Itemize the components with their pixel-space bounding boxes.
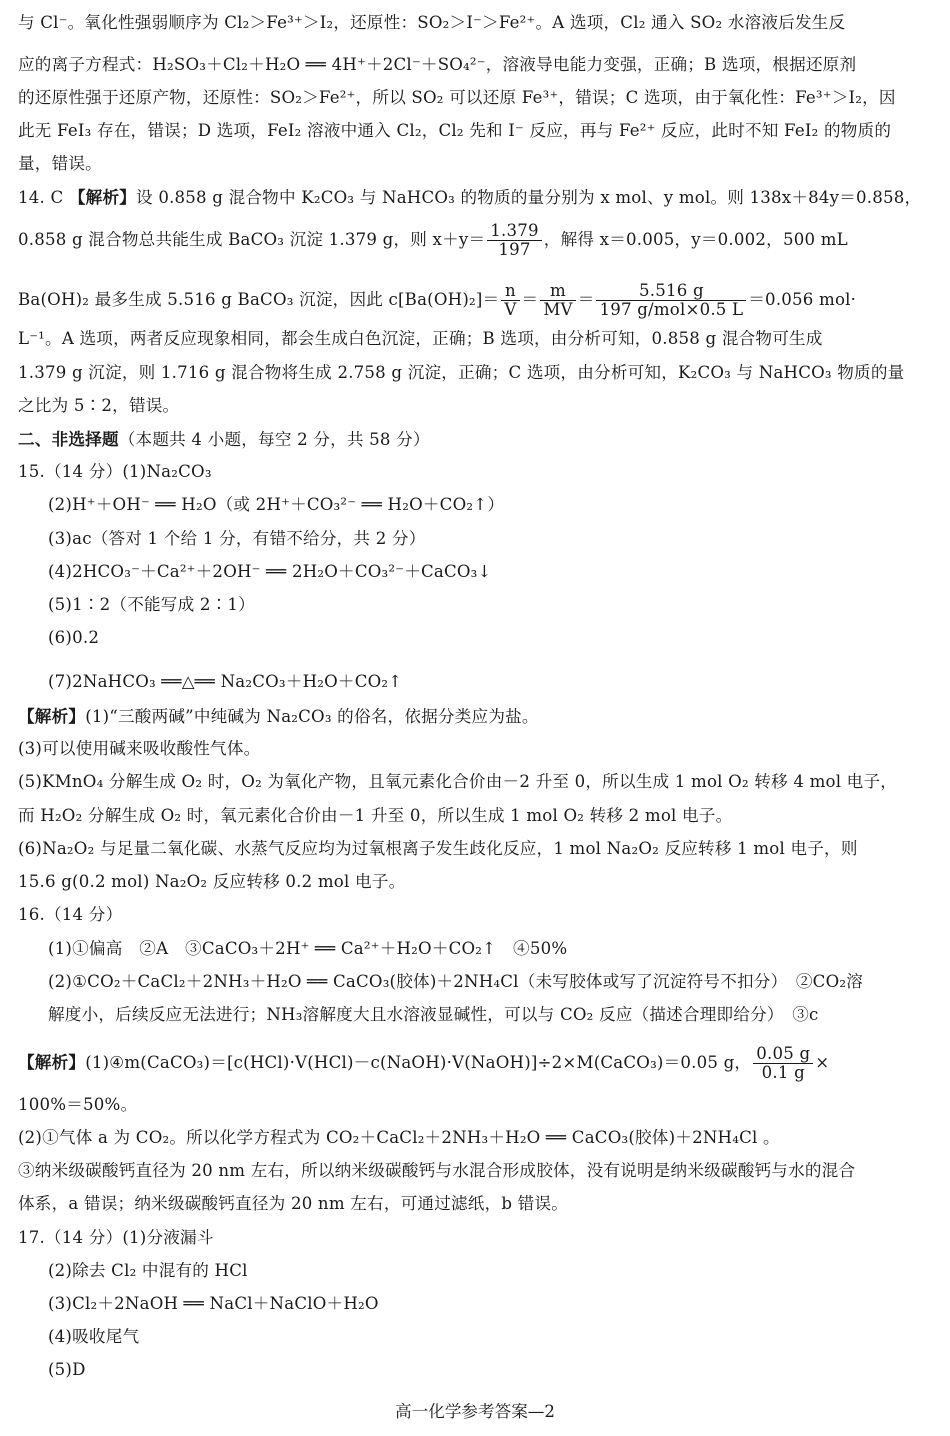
text-line: 应的离子方程式：H₂SO₃＋Cl₂＋H₂O ══ 4H⁺＋2Cl⁻＋SO₄²⁻，溶液导电能力变强，正确；B 选项，根据还原剂 — [18, 55, 857, 74]
text-line: 与 Cl⁻。氧化性强弱顺序为 Cl₂＞Fe³⁺＞I₂，还原性：SO₂＞I⁻＞Fe²⁺。A 选项，Cl₂ 通入 SO₂ 水溶液后发生反 — [18, 13, 846, 32]
text-line: 此无 FeI₃ 存在，错误；D 选项，FeI₂ 溶液中通入 Cl₂，Cl₂ 先和 I⁻ 反应，再与 Fe²⁺ 反应，此时不知 FeI₂ 的物质的 — [18, 121, 892, 140]
text-line: (5)1∶2（不能写成 2∶1） — [48, 595, 255, 614]
section-description: （本题共 4 小题，每空 2 分，共 58 分） — [118, 430, 430, 449]
text-line: 15.（14 分）(1)Na₂CO₃ — [18, 462, 212, 481]
text-line: (2)①CO₂＋CaCl₂＋2NH₃＋H₂O ══ CaCO₃(胶体)＋2NH₄Cl（未写胶体或写了沉淀符号不扣分） ②CO₂溶 — [48, 972, 864, 991]
fraction-denominator: 0.1 g — [761, 1063, 805, 1082]
text-span: × — [815, 1053, 830, 1072]
q14-line-2 — [18, 222, 934, 259]
text-span: 0.858 g 混合物总共能生成 BaCO₃ 沉淀 1.379 g，则 x＋y＝ — [18, 230, 486, 249]
fraction-denominator: V — [504, 300, 517, 319]
text-line: (6)0.2 — [48, 628, 100, 647]
analysis-tag: 【解析】 — [18, 1052, 86, 1072]
text-line: 而 H₂O₂ 分解生成 O₂ 时，氧元素化合价由－1 升至 0，所以生成 1 mol O₂ 转移 2 mol 电子。 — [18, 806, 733, 825]
text-line: (5)KMnO₄ 分解生成 O₂ 时，O₂ 为氧化产物，且氧元素化合价由－2 升至 0，所以生成 1 mol O₂ 转移 4 mol 电子， — [18, 772, 898, 791]
text-line: (1)①偏高 ②A ③CaCO₃＋2H⁺ ══ Ca²⁺＋H₂O＋CO₂↑ ④50% — [48, 939, 568, 958]
text-span: Ba(OH)₂ 最多生成 5.516 g BaCO₃ 沉淀，因此 c[Ba(OH)₂]＝ — [18, 290, 500, 309]
fraction-numerator: 5.516 g — [596, 282, 746, 301]
fraction-numerator: 1.379 — [487, 222, 542, 241]
text-line: (3)ac（答对 1 个给 1 分，有错不给分，共 2 分） — [48, 529, 426, 548]
fraction — [596, 282, 746, 319]
fraction-numerator: n — [501, 282, 519, 301]
q14-line-3: Ba(OH)₂ 最多生成 5.516 g BaCO₃ 沉淀，因此 c[Ba(OH)₂]＝ $\frac{n}{V}$ ＝ $\frac{m}{MV}$ ＝ $\frac{5.516 g}{\text{197 g/mol×0.5 L}}$ ＝0.056 mol· — [18, 281, 857, 319]
text-line: (3)可以使用碱来吸收酸性气体。 — [18, 739, 261, 758]
text-span: ＝0.056 mol· — [748, 290, 857, 309]
text-line: (4)吸收尾气 — [48, 1327, 140, 1346]
section-heading — [18, 428, 934, 451]
text-line: (2)除去 Cl₂ 中混有的 HCl — [48, 1261, 248, 1280]
text-span: 设 0.858 g 混合物中 K₂CO₃ 与 NaHCO₃ 的物质的量分别为 x mol、y mol。则 138x＋84y＝0.858， — [136, 188, 922, 207]
text-line: (2)①气体 a 为 CO₂。所以化学方程式为 CO₂＋CaCl₂＋2NH₃＋H₂O ══ CaCO₃(胶体)＋2NH₄Cl 。 — [18, 1128, 780, 1147]
text-line: 1.379 g 沉淀，则 1.716 g 混合物将生成 2.758 g 沉淀，正确；C 选项，由分析可知，K₂CO₃ 与 NaHCO₃ 物质的量 — [18, 363, 905, 382]
text-line: (2)H⁺＋OH⁻ ══ H₂O（或 2H⁺＋CO₃²⁻ ══ H₂O＋CO₂↑） — [48, 495, 505, 514]
text-line: ③纳米级碳酸钙直径为 20 nm 左右，所以纳米级碳酸钙与水混合形成胶体，没有说明是纳米级碳酸钙与水的混合 — [18, 1161, 856, 1180]
text-line: 的还原性强于还原产物，还原性：SO₂＞Fe²⁺，所以 SO₂ 可以还原 Fe³⁺，错误；C 选项，由于氧化性：Fe³⁺＞I₂，因 — [18, 88, 896, 107]
question-number: 14. C — [18, 188, 64, 207]
text-line: 之比为 5∶2，错误。 — [18, 396, 180, 415]
fraction-denominator: 197 g/mol×0.5 L — [599, 300, 744, 319]
fraction — [487, 222, 542, 259]
text-line: (5)D — [48, 1360, 86, 1379]
text-line: L⁻¹。A 选项，两者反应现象相同，都会生成白色沉淀，正确；B 选项，由分析可知，0.858 g 混合物可生成 — [18, 329, 823, 348]
analysis-line — [18, 1045, 934, 1082]
text-line: 16.（14 分） — [18, 905, 123, 924]
text-line: (4)2HCO₃⁻＋Ca²⁺＋2OH⁻ ══ 2H₂O＋CO₃²⁻＋CaCO₃↓ — [48, 562, 492, 581]
text-line: 17.（14 分）(1)分液漏斗 — [18, 1228, 214, 1247]
text-line: (3)Cl₂＋2NaOH ══ NaCl＋NaClO＋H₂O — [48, 1294, 379, 1313]
section-title: 二、非选择题 — [18, 429, 119, 449]
text-span: ，解得 x＝0.005，y＝0.002，500 mL — [543, 230, 848, 249]
analysis-line — [18, 705, 934, 728]
fraction — [753, 1045, 813, 1082]
fraction-denominator: MV — [543, 300, 573, 319]
text-line: 体系，a 错误；纳米级碳酸钙直径为 20 nm 左右，可通过滤纸，b 错误。 — [18, 1194, 569, 1213]
text-span: (1)“三酸两碱”中纯碱为 Na₂CO₃ 的俗名，依据分类应为盐。 — [85, 707, 539, 726]
fraction-numerator: 0.05 g — [753, 1045, 813, 1064]
text-line: 100%＝50%。 — [18, 1095, 138, 1114]
text-line: 量，错误。 — [18, 154, 102, 173]
text-line: (7)2NaHCO₃ ══△══ Na₂CO₃＋H₂O＋CO₂↑ — [48, 672, 403, 691]
analysis-tag: 【解析】 — [18, 706, 86, 726]
fraction-numerator: m — [540, 282, 575, 301]
fraction-denominator: 197 — [498, 240, 531, 259]
text-line: 15.6 g(0.2 mol) Na₂O₂ 反应转移 0.2 mol 电子。 — [18, 872, 406, 891]
analysis-tag: 【解析】 — [68, 187, 137, 207]
text-line: 解度小，后续反应无法进行；NH₃溶解度大且水溶液显碱性，可以与 CO₂ 反应（描述合理即给分） ③c — [48, 1005, 819, 1024]
q14-line-1 — [18, 186, 934, 209]
page-footer: 高一化学参考答案—2 — [395, 1402, 555, 1421]
fraction — [540, 282, 575, 319]
fraction — [501, 282, 519, 319]
text-line: (6)Na₂O₂ 与足量二氧化碳、水蒸气反应均为过氧根离子发生歧化反应，1 mol Na₂O₂ 反应转移 1 mol 电子，则 — [18, 839, 858, 858]
text-span: (1)④m(CaCO₃)＝[c(HCl)·V(HCl)－c(NaOH)·V(NaOH)]÷2×M(CaCO₃)＝0.05 g， — [85, 1053, 752, 1072]
